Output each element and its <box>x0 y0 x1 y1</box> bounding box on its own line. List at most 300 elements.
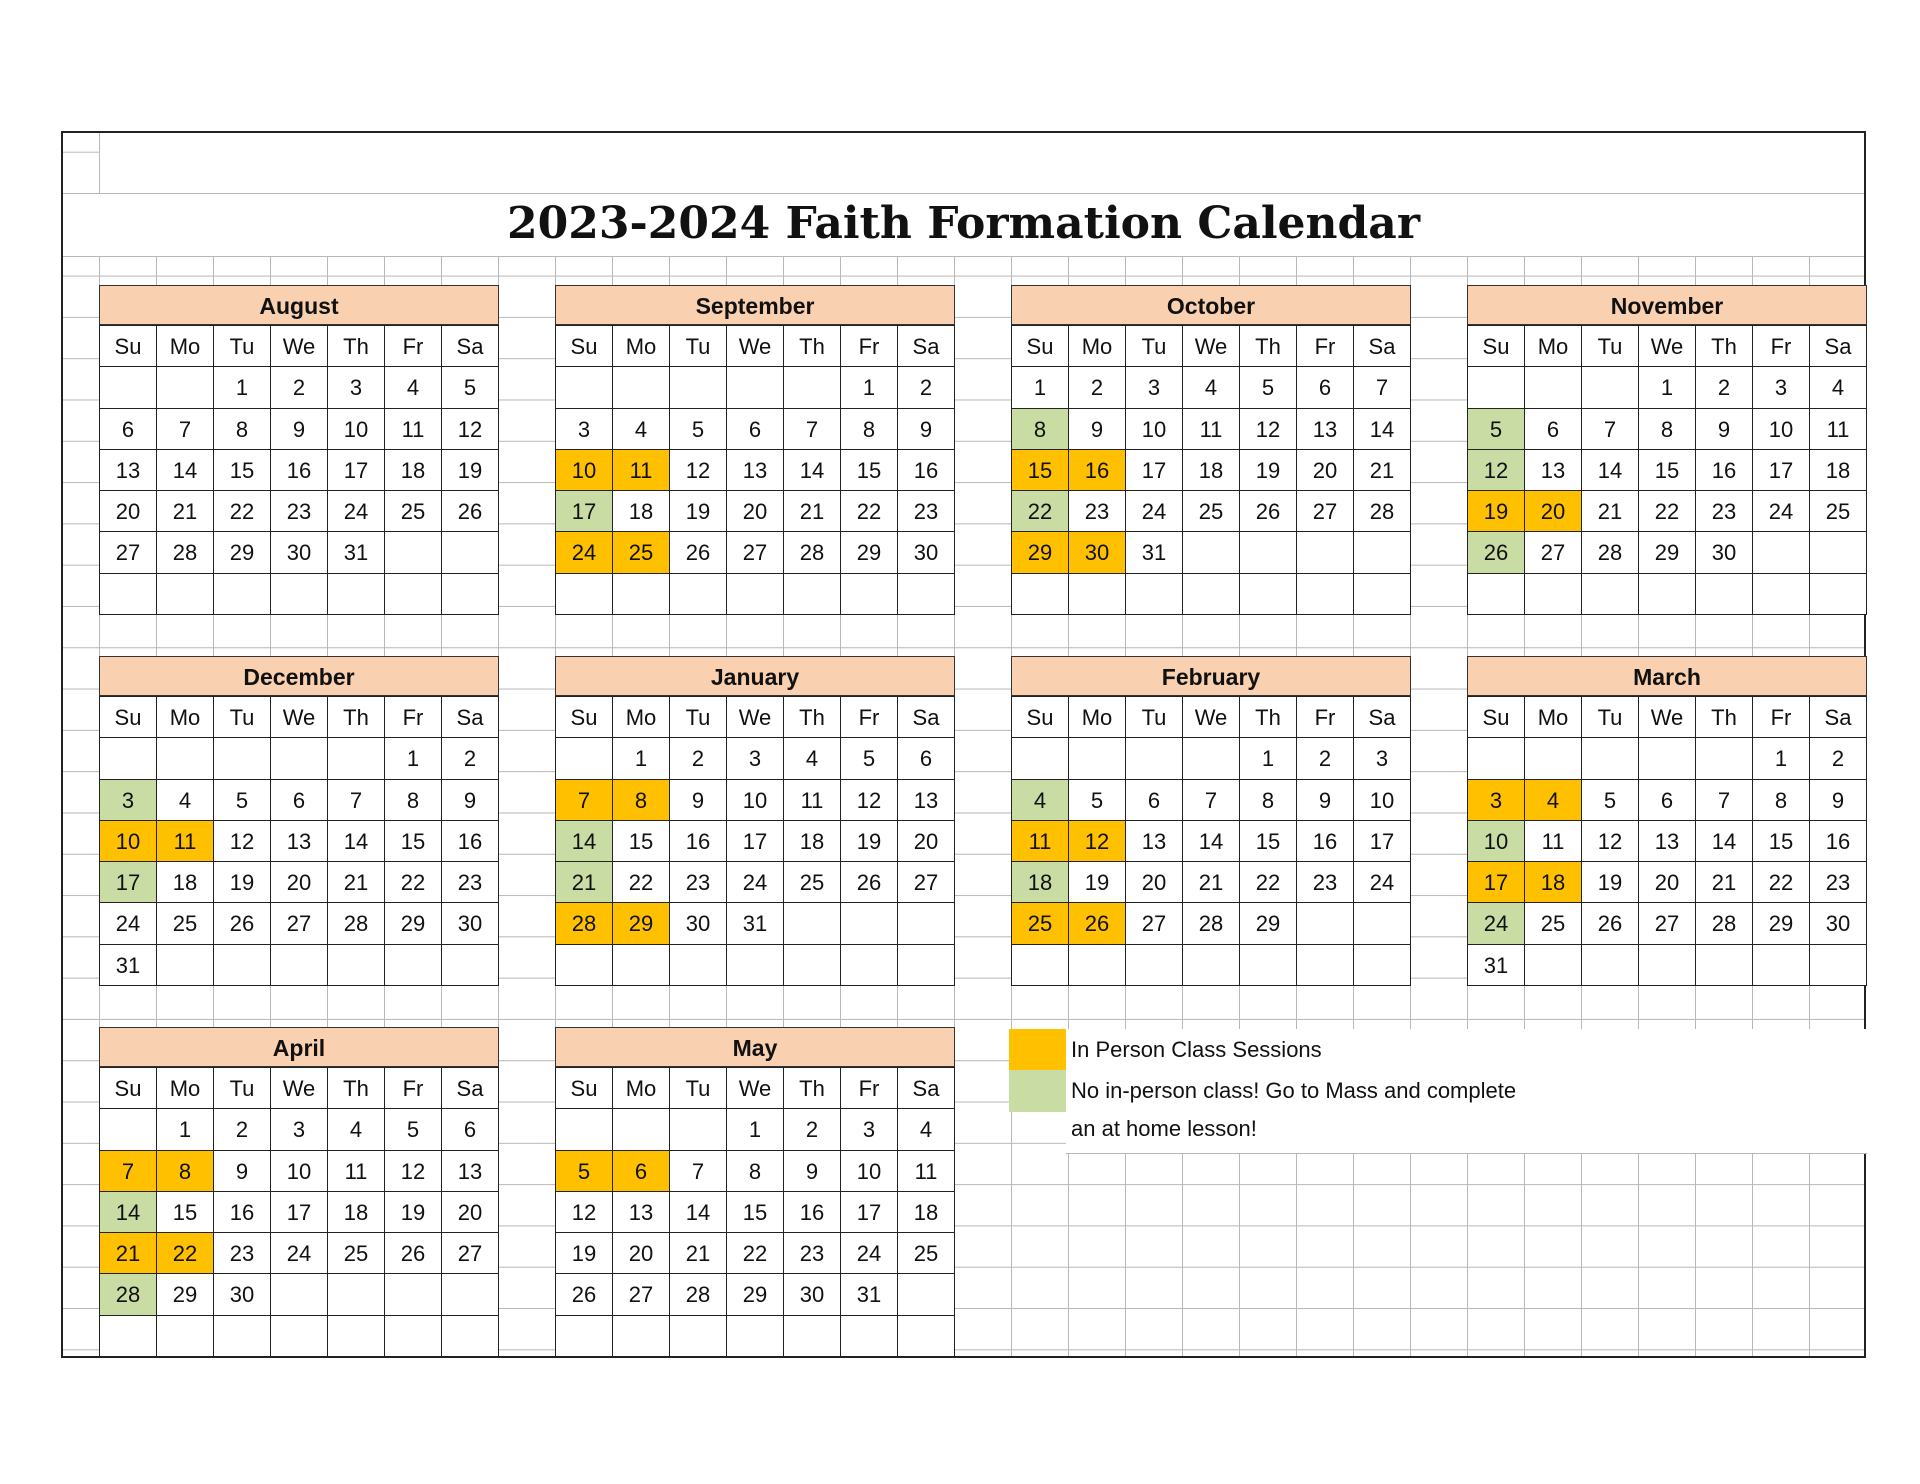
day-cell: 27 <box>898 862 955 903</box>
day-cell: 8 <box>613 780 670 821</box>
day-cell: 8 <box>157 1151 214 1192</box>
day-cell: 23 <box>784 1233 841 1274</box>
weekday-header: Th <box>328 326 385 367</box>
at-home-swatch <box>1009 1070 1066 1111</box>
empty-cell <box>328 1316 385 1357</box>
day-cell: 19 <box>841 821 898 862</box>
empty-cell <box>613 945 670 986</box>
empty-cell <box>1525 738 1582 779</box>
day-cell: 25 <box>385 491 442 532</box>
month-grid <box>99 1067 499 1357</box>
day-cell: 2 <box>1069 367 1126 408</box>
empty-cell <box>841 903 898 944</box>
day-cell: 3 <box>841 1109 898 1150</box>
day-cell: 30 <box>670 903 727 944</box>
day-cell: 12 <box>385 1151 442 1192</box>
empty-cell <box>100 1316 157 1357</box>
day-cell: 9 <box>784 1151 841 1192</box>
weekday-header: Sa <box>442 326 499 367</box>
day-cell: 3 <box>1354 738 1411 779</box>
empty-cell <box>1810 532 1867 573</box>
empty-cell <box>1126 574 1183 615</box>
day-cell: 22 <box>1753 862 1810 903</box>
day-cell: 8 <box>727 1151 784 1192</box>
day-cell: 24 <box>328 491 385 532</box>
empty-cell <box>670 1109 727 1150</box>
day-cell: 24 <box>841 1233 898 1274</box>
empty-cell <box>898 1316 955 1357</box>
month-october <box>1011 285 1411 615</box>
day-cell: 20 <box>613 1233 670 1274</box>
day-cell: 6 <box>1126 780 1183 821</box>
weekday-header: Su <box>100 1068 157 1109</box>
legend-row-at-home <box>1009 1070 1867 1111</box>
day-cell: 12 <box>214 821 271 862</box>
weekday-header: Th <box>328 697 385 738</box>
day-cell: 12 <box>1582 821 1639 862</box>
day-cell: 29 <box>1240 903 1297 944</box>
day-cell: 4 <box>385 367 442 408</box>
day-cell: 14 <box>1183 821 1240 862</box>
day-cell: 30 <box>271 532 328 573</box>
empty-cell <box>1696 574 1753 615</box>
weekday-header: Tu <box>214 326 271 367</box>
weekday-header: Tu <box>1126 326 1183 367</box>
empty-cell <box>1582 574 1639 615</box>
day-cell: 28 <box>1696 903 1753 944</box>
day-cell: 28 <box>1183 903 1240 944</box>
day-cell: 4 <box>157 780 214 821</box>
day-cell: 31 <box>328 532 385 573</box>
day-cell: 3 <box>328 367 385 408</box>
month-header: October <box>1011 285 1411 325</box>
empty-cell <box>556 1316 613 1357</box>
day-cell: 13 <box>100 450 157 491</box>
empty-cell <box>613 1316 670 1357</box>
day-cell: 29 <box>727 1274 784 1315</box>
weekday-header: Mo <box>157 697 214 738</box>
day-cell: 1 <box>214 367 271 408</box>
day-cell: 18 <box>898 1192 955 1233</box>
day-cell: 16 <box>1297 821 1354 862</box>
day-cell: 13 <box>727 450 784 491</box>
day-cell: 16 <box>1069 450 1126 491</box>
day-cell: 9 <box>214 1151 271 1192</box>
day-cell: 21 <box>1582 491 1639 532</box>
day-cell: 18 <box>1183 450 1240 491</box>
weekday-header: Su <box>556 1068 613 1109</box>
day-cell: 23 <box>1696 491 1753 532</box>
day-cell: 27 <box>1126 903 1183 944</box>
weekday-header: Mo <box>613 697 670 738</box>
day-cell: 3 <box>556 409 613 450</box>
day-cell: 30 <box>1696 532 1753 573</box>
day-cell: 15 <box>157 1192 214 1233</box>
empty-cell <box>898 1274 955 1315</box>
day-cell: 22 <box>727 1233 784 1274</box>
empty-cell <box>442 1316 499 1357</box>
day-cell: 7 <box>100 1151 157 1192</box>
empty-cell <box>157 1316 214 1357</box>
day-cell: 15 <box>1240 821 1297 862</box>
weekday-header: Th <box>1696 697 1753 738</box>
day-cell: 10 <box>1753 409 1810 450</box>
day-cell: 7 <box>1582 409 1639 450</box>
page-title: 2023-2024 Faith Formation Calendar <box>507 198 1420 249</box>
empty-cell <box>1582 738 1639 779</box>
month-header: September <box>555 285 955 325</box>
day-cell: 17 <box>1354 821 1411 862</box>
day-cell: 6 <box>1639 780 1696 821</box>
day-cell: 3 <box>100 780 157 821</box>
day-cell: 10 <box>1468 821 1525 862</box>
empty-cell <box>100 574 157 615</box>
empty-cell <box>613 574 670 615</box>
day-cell: 18 <box>157 862 214 903</box>
day-cell: 29 <box>1639 532 1696 573</box>
day-cell: 10 <box>100 821 157 862</box>
empty-cell <box>1240 945 1297 986</box>
empty-cell <box>157 367 214 408</box>
day-cell: 9 <box>442 780 499 821</box>
empty-cell <box>1012 574 1069 615</box>
empty-cell <box>1069 738 1126 779</box>
month-november <box>1467 285 1867 615</box>
day-cell: 29 <box>385 903 442 944</box>
day-cell: 27 <box>271 903 328 944</box>
day-cell: 2 <box>670 738 727 779</box>
empty-cell <box>1183 945 1240 986</box>
day-cell: 21 <box>100 1233 157 1274</box>
legend-row-in-person <box>1009 1029 1867 1070</box>
day-cell: 16 <box>898 450 955 491</box>
empty-cell <box>442 574 499 615</box>
day-cell: 5 <box>214 780 271 821</box>
day-cell: 28 <box>328 903 385 944</box>
empty-cell <box>898 903 955 944</box>
empty-cell <box>157 945 214 986</box>
day-cell: 1 <box>613 738 670 779</box>
day-cell: 20 <box>442 1192 499 1233</box>
weekday-header: Su <box>556 697 613 738</box>
day-cell: 3 <box>1126 367 1183 408</box>
weekday-header: Tu <box>670 1068 727 1109</box>
empty-cell <box>670 574 727 615</box>
weekday-header: Fr <box>841 326 898 367</box>
day-cell: 27 <box>727 532 784 573</box>
day-cell: 12 <box>556 1192 613 1233</box>
month-header: April <box>99 1027 499 1067</box>
day-cell: 10 <box>328 409 385 450</box>
day-cell: 25 <box>157 903 214 944</box>
day-cell: 8 <box>385 780 442 821</box>
day-cell: 11 <box>1183 409 1240 450</box>
weekday-header: Th <box>328 1068 385 1109</box>
empty-cell <box>1012 738 1069 779</box>
day-cell: 27 <box>1525 532 1582 573</box>
empty-cell <box>1468 738 1525 779</box>
day-cell: 26 <box>1069 903 1126 944</box>
empty-cell <box>613 1109 670 1150</box>
day-cell: 19 <box>1069 862 1126 903</box>
day-cell: 22 <box>385 862 442 903</box>
empty-cell <box>214 945 271 986</box>
day-cell: 7 <box>1696 780 1753 821</box>
weekday-header: Mo <box>157 326 214 367</box>
empty-cell <box>1354 532 1411 573</box>
month-header: January <box>555 656 955 696</box>
weekday-header: We <box>727 326 784 367</box>
day-cell: 21 <box>1183 862 1240 903</box>
empty-cell <box>1069 574 1126 615</box>
day-cell: 7 <box>1354 367 1411 408</box>
day-cell: 29 <box>613 903 670 944</box>
empty-cell <box>1525 945 1582 986</box>
month-august <box>99 285 499 615</box>
empty-cell <box>784 574 841 615</box>
legend <box>1009 1029 1867 1153</box>
day-cell: 22 <box>613 862 670 903</box>
empty-cell <box>1297 532 1354 573</box>
weekday-header: Tu <box>670 697 727 738</box>
day-cell: 14 <box>670 1192 727 1233</box>
day-cell: 27 <box>1639 903 1696 944</box>
day-cell: 1 <box>1639 367 1696 408</box>
day-cell: 9 <box>1696 409 1753 450</box>
day-cell: 26 <box>442 491 499 532</box>
day-cell: 31 <box>727 903 784 944</box>
day-cell: 15 <box>841 450 898 491</box>
day-cell: 20 <box>898 821 955 862</box>
day-cell: 25 <box>784 862 841 903</box>
day-cell: 25 <box>1012 903 1069 944</box>
day-cell: 7 <box>784 409 841 450</box>
empty-cell <box>1297 945 1354 986</box>
day-cell: 16 <box>442 821 499 862</box>
empty-cell <box>1468 574 1525 615</box>
empty-cell <box>271 574 328 615</box>
day-cell: 17 <box>1753 450 1810 491</box>
day-cell: 11 <box>1012 821 1069 862</box>
month-header: May <box>555 1027 955 1067</box>
day-cell: 29 <box>841 532 898 573</box>
day-cell: 5 <box>841 738 898 779</box>
weekday-header: Sa <box>442 697 499 738</box>
empty-cell <box>670 1316 727 1357</box>
day-cell: 21 <box>556 862 613 903</box>
empty-cell <box>100 738 157 779</box>
day-cell: 23 <box>271 491 328 532</box>
day-cell: 26 <box>385 1233 442 1274</box>
day-cell: 4 <box>1012 780 1069 821</box>
day-cell: 21 <box>784 491 841 532</box>
day-cell: 28 <box>1354 491 1411 532</box>
empty-cell <box>328 1274 385 1315</box>
day-cell: 14 <box>1696 821 1753 862</box>
empty-cell <box>1810 945 1867 986</box>
day-cell: 3 <box>727 738 784 779</box>
day-cell: 20 <box>1126 862 1183 903</box>
day-cell: 13 <box>613 1192 670 1233</box>
day-cell: 7 <box>556 780 613 821</box>
weekday-header: Mo <box>1525 326 1582 367</box>
day-cell: 12 <box>442 409 499 450</box>
empty-cell <box>328 738 385 779</box>
day-cell: 14 <box>1582 450 1639 491</box>
weekday-header: We <box>727 697 784 738</box>
day-cell: 12 <box>1240 409 1297 450</box>
day-cell: 7 <box>328 780 385 821</box>
empty-cell <box>385 1274 442 1315</box>
weekday-header: Mo <box>1069 326 1126 367</box>
day-cell: 31 <box>841 1274 898 1315</box>
day-cell: 28 <box>556 903 613 944</box>
empty-cell <box>1468 367 1525 408</box>
empty-cell <box>1753 532 1810 573</box>
empty-cell <box>328 945 385 986</box>
day-cell: 10 <box>1354 780 1411 821</box>
weekday-header: We <box>271 1068 328 1109</box>
day-cell: 27 <box>1297 491 1354 532</box>
weekday-header: Sa <box>898 697 955 738</box>
empty-cell <box>214 574 271 615</box>
day-cell: 15 <box>214 450 271 491</box>
day-cell: 28 <box>670 1274 727 1315</box>
day-cell: 9 <box>1069 409 1126 450</box>
day-cell: 27 <box>100 532 157 573</box>
day-cell: 27 <box>613 1274 670 1315</box>
day-cell: 15 <box>1012 450 1069 491</box>
day-cell: 1 <box>157 1109 214 1150</box>
month-header: December <box>99 656 499 696</box>
empty-cell <box>1354 903 1411 944</box>
in-person-label: In Person Class Sessions <box>1071 1037 1322 1062</box>
day-cell: 16 <box>271 450 328 491</box>
weekday-header: We <box>1639 326 1696 367</box>
empty-cell <box>1354 945 1411 986</box>
empty-cell <box>784 945 841 986</box>
day-cell: 6 <box>271 780 328 821</box>
weekday-header: We <box>1639 697 1696 738</box>
weekday-header: Tu <box>1126 697 1183 738</box>
day-cell: 30 <box>442 903 499 944</box>
day-cell: 17 <box>1126 450 1183 491</box>
empty-cell <box>670 367 727 408</box>
at-home-label-line1: No in-person class! Go to Mass and complete <box>1071 1078 1517 1104</box>
day-cell: 21 <box>670 1233 727 1274</box>
empty-cell <box>385 532 442 573</box>
day-cell: 15 <box>613 821 670 862</box>
day-cell: 18 <box>613 491 670 532</box>
day-cell: 1 <box>385 738 442 779</box>
day-cell: 12 <box>670 450 727 491</box>
day-cell: 15 <box>1639 450 1696 491</box>
empty-cell <box>841 945 898 986</box>
top-strip <box>99 133 1864 193</box>
month-grid <box>99 696 499 986</box>
weekday-header: Mo <box>613 1068 670 1109</box>
day-cell: 13 <box>1525 450 1582 491</box>
weekday-header: Fr <box>1753 697 1810 738</box>
day-cell: 13 <box>271 821 328 862</box>
day-cell: 10 <box>271 1151 328 1192</box>
day-cell: 4 <box>1810 367 1867 408</box>
day-cell: 9 <box>670 780 727 821</box>
empty-cell <box>670 945 727 986</box>
day-cell: 4 <box>1525 780 1582 821</box>
day-cell: 30 <box>1810 903 1867 944</box>
empty-cell <box>1753 574 1810 615</box>
empty-cell <box>1525 574 1582 615</box>
empty-cell <box>385 574 442 615</box>
day-cell: 17 <box>271 1192 328 1233</box>
month-grid <box>1467 325 1867 615</box>
weekday-header: Sa <box>898 1068 955 1109</box>
day-cell: 8 <box>214 409 271 450</box>
month-may <box>555 1027 955 1357</box>
day-cell: 16 <box>1696 450 1753 491</box>
day-cell: 6 <box>1525 409 1582 450</box>
day-cell: 28 <box>100 1274 157 1315</box>
empty-cell <box>271 1274 328 1315</box>
weekday-header: Tu <box>1582 697 1639 738</box>
empty-cell <box>556 738 613 779</box>
day-cell: 2 <box>442 738 499 779</box>
day-cell: 7 <box>1183 780 1240 821</box>
weekday-header: Su <box>1468 326 1525 367</box>
day-cell: 24 <box>1354 862 1411 903</box>
day-cell: 20 <box>727 491 784 532</box>
empty-cell <box>1183 532 1240 573</box>
empty-cell <box>100 367 157 408</box>
day-cell: 4 <box>898 1109 955 1150</box>
day-cell: 26 <box>556 1274 613 1315</box>
day-cell: 26 <box>1240 491 1297 532</box>
weekday-header: Su <box>100 697 157 738</box>
day-cell: 23 <box>1810 862 1867 903</box>
day-cell: 11 <box>157 821 214 862</box>
weekday-header: Fr <box>1297 697 1354 738</box>
day-cell: 22 <box>1012 491 1069 532</box>
day-cell: 14 <box>157 450 214 491</box>
empty-cell <box>556 367 613 408</box>
month-grid <box>1011 696 1411 986</box>
day-cell: 28 <box>1582 532 1639 573</box>
day-cell: 17 <box>100 862 157 903</box>
empty-cell <box>784 1316 841 1357</box>
day-cell: 23 <box>670 862 727 903</box>
day-cell: 25 <box>1810 491 1867 532</box>
day-cell: 16 <box>670 821 727 862</box>
empty-cell <box>442 1274 499 1315</box>
empty-cell <box>1354 574 1411 615</box>
day-cell: 26 <box>1468 532 1525 573</box>
weekday-header: We <box>1183 697 1240 738</box>
day-cell: 25 <box>1183 491 1240 532</box>
empty-cell <box>898 574 955 615</box>
day-cell: 19 <box>442 450 499 491</box>
day-cell: 15 <box>727 1192 784 1233</box>
day-cell: 28 <box>784 532 841 573</box>
weekday-header: Th <box>784 697 841 738</box>
weekday-header: Sa <box>442 1068 499 1109</box>
day-cell: 10 <box>556 450 613 491</box>
day-cell: 14 <box>100 1192 157 1233</box>
day-cell: 10 <box>841 1151 898 1192</box>
weekday-header: Th <box>784 326 841 367</box>
month-header: February <box>1011 656 1411 696</box>
day-cell: 30 <box>898 532 955 573</box>
